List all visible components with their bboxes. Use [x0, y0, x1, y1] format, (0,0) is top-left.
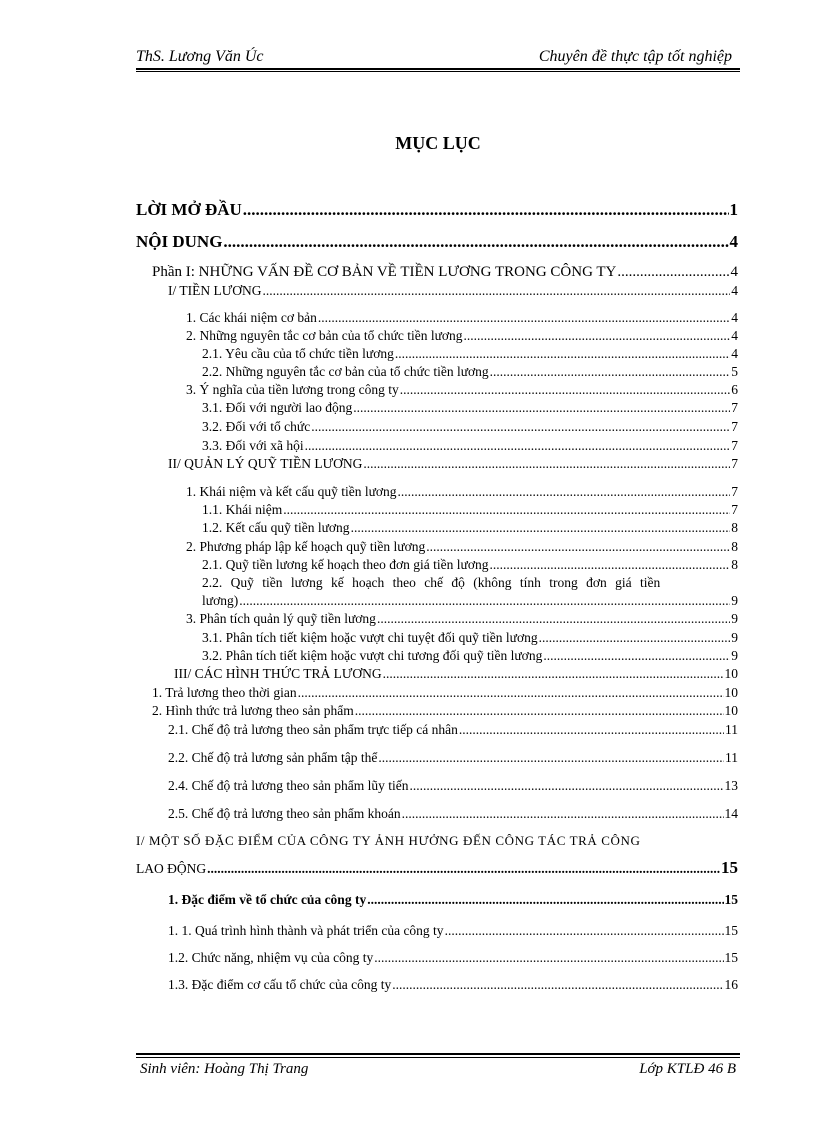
- toc-entry-title: 3.2. Phân tích tiết kiệm hoặc vượt chi tương đối quỹ tiền lương: [202, 648, 543, 663]
- toc-entry-page: 15: [724, 892, 738, 907]
- toc-entry-page: 4: [731, 328, 738, 343]
- toc-entry[interactable]: [202, 648, 738, 664]
- toc-entry-page: 11: [725, 750, 738, 765]
- toc-entry-page: 9: [731, 593, 738, 608]
- toc-entry-page: 14: [724, 806, 738, 821]
- toc-entry[interactable]: [168, 950, 738, 966]
- toc-entry[interactable]: [168, 923, 738, 939]
- toc-entry-title: 1.1. Khái niệm: [202, 502, 283, 517]
- toc-entry[interactable]: [168, 778, 738, 794]
- toc-leader: [377, 611, 730, 627]
- toc-leader: [311, 419, 730, 435]
- header-author: ThS. Lương Văn Úc: [136, 48, 264, 65]
- toc-leader: [464, 328, 731, 344]
- toc-leader: [351, 520, 731, 536]
- toc-entry-title: NỘI DUNG: [136, 232, 223, 251]
- toc-entry-title: 2.1. Yêu cầu của tổ chức tiền lương: [202, 346, 394, 361]
- toc-entry[interactable]: [152, 685, 738, 701]
- toc-entry-title: 2. Phương pháp lập kế hoạch quỹ tiền lương: [186, 539, 426, 554]
- toc-leader: [378, 750, 724, 766]
- toc-entry-title: III/ CÁC HÌNH THỨC TRẢ LƯƠNG: [174, 666, 382, 681]
- toc-entry[interactable]: [186, 310, 738, 326]
- toc-entry-page: 8: [731, 557, 738, 572]
- header-doc-type: Chuyên đề thực tập tốt nghiệp: [538, 48, 732, 65]
- toc-entry-title: 1.2. Kết cấu quỹ tiền lương: [202, 520, 350, 535]
- toc-leader: [262, 283, 730, 299]
- toc-entry-page: 7: [731, 456, 738, 471]
- toc-entry-title: 1. Khái niệm và kết cấu quỹ tiền lương: [186, 484, 397, 499]
- toc-entry-title: 1. Đặc điểm về tổ chức của công ty: [168, 892, 367, 907]
- toc-entry-page: 15: [724, 950, 738, 965]
- toc-entry[interactable]: [152, 703, 738, 719]
- toc-entry[interactable]: [202, 593, 738, 609]
- toc-leader: [392, 977, 723, 993]
- toc-entry[interactable]: [168, 806, 738, 822]
- toc-entry[interactable]: [136, 232, 738, 252]
- toc-entry-title: 3. Phân tích quản lý quỹ tiền lương: [186, 611, 376, 626]
- toc-entry-line1: 2.2. Quỹ tiền lương kế hoạch theo chế độ (không tính trong đơn giá tiền: [202, 575, 661, 590]
- toc-entry-page: 9: [731, 630, 738, 645]
- toc-entry[interactable]: [202, 346, 738, 362]
- toc-leader: [207, 861, 720, 877]
- toc-leader: [367, 892, 723, 908]
- toc-leader: [445, 923, 724, 939]
- toc-entry-title: 2. Hình thức trả lương theo sản phẩm: [152, 703, 354, 718]
- toc-entry[interactable]: [186, 382, 738, 398]
- toc-leader: [400, 382, 730, 398]
- toc-entry-page: 8: [731, 539, 738, 554]
- toc-entry[interactable]: [202, 502, 738, 518]
- toc-entry-page: 4: [731, 283, 738, 298]
- toc-leader: [539, 630, 731, 646]
- toc-entry[interactable]: [152, 264, 738, 281]
- toc-entry-title: LAO ĐỘNG: [136, 861, 207, 876]
- toc-entry-title: 2.1. Quỹ tiền lương kế hoạch theo đơn giá tiền lương: [202, 557, 489, 572]
- toc-entry[interactable]: [202, 630, 738, 646]
- toc-entry[interactable]: [202, 557, 738, 573]
- toc-leader: [298, 685, 724, 701]
- toc-entry[interactable]: [186, 611, 738, 627]
- toc-entry-page: 9: [731, 648, 738, 663]
- toc-entry[interactable]: [136, 858, 738, 878]
- toc-entry[interactable]: [202, 438, 738, 454]
- toc-entry[interactable]: [202, 419, 738, 435]
- toc-entry-page: 13: [724, 778, 738, 793]
- toc-leader: [353, 400, 730, 416]
- toc-entry-page: 10: [724, 685, 738, 700]
- toc-entry-page: 16: [724, 977, 738, 992]
- toc-leader: [283, 502, 730, 518]
- footer-rule: [136, 1057, 740, 1058]
- toc-entry-title: lương): [202, 593, 239, 608]
- toc-entry-title: 2.2. Chế độ trả lương sản phẩm tập thể: [168, 750, 378, 765]
- toc-entry-title: 3.2. Đối với tổ chức: [202, 419, 311, 434]
- toc-leader: [459, 722, 724, 738]
- page-footer: [136, 1053, 740, 1077]
- toc-entry[interactable]: [202, 520, 738, 536]
- toc-entry[interactable]: [168, 750, 738, 766]
- toc-entry-page: 4: [731, 346, 738, 361]
- toc-leader: [490, 364, 731, 380]
- toc-entry-page: 5: [731, 364, 738, 379]
- toc-leader: [318, 310, 730, 326]
- toc-entry-title: I/ TIỀN LƯƠNG: [168, 283, 262, 298]
- toc-entry-line1: I/ MỘT SỐ ĐẶC ĐIỂM CỦA CÔNG TY ẢNH HƯỞNG ĐẾN CÔNG TÁC TRẢ CÔNG: [136, 833, 641, 848]
- toc-entry-page: 7: [731, 438, 738, 453]
- footer-student: Sinh viên: Hoàng Thị Trang: [140, 1061, 309, 1077]
- toc-leader: [398, 484, 731, 500]
- toc-leader: [402, 806, 724, 822]
- toc-entry-title: LỜI MỞ ĐẦU: [136, 200, 242, 219]
- toc-leader: [223, 232, 728, 252]
- toc-entry[interactable]: [136, 200, 738, 220]
- toc-entry[interactable]: [168, 456, 738, 472]
- toc-leader: [426, 539, 730, 555]
- toc-leader: [239, 593, 730, 609]
- toc-entry[interactable]: [168, 977, 738, 993]
- toc-entry-title: 2.4. Chế độ trả lương theo sản phẩm lũy tiến: [168, 778, 409, 793]
- toc-entry-page: 15: [724, 923, 738, 938]
- toc-entry[interactable]: [202, 364, 738, 380]
- toc-entry-page: 6: [731, 382, 738, 397]
- toc-entry-title: Phần I: NHỮNG VẤN ĐỀ CƠ BẢN VỀ TIỀN LƯƠNG TRONG CÔNG TY: [152, 264, 617, 280]
- toc-entry-title: 1. Trả lương theo thời gian: [152, 685, 297, 700]
- toc-entry-page: 4: [730, 264, 738, 280]
- toc-entry-page: 10: [724, 703, 738, 718]
- toc-entry-title: 1. 1. Quá trình hình thành và phát triển của công ty: [168, 923, 444, 938]
- toc-entry-page: 15: [721, 858, 738, 877]
- toc-entry[interactable]: [202, 400, 738, 416]
- toc-entry-page: 7: [731, 419, 738, 434]
- toc-entry-page: 10: [724, 666, 738, 681]
- toc-entry-page: 7: [731, 400, 738, 415]
- toc-leader: [617, 264, 729, 281]
- footer-class: Lớp KTLĐ 46 B: [639, 1061, 736, 1077]
- toc-entry[interactable]: [186, 328, 738, 344]
- toc-leader: [490, 557, 731, 573]
- toc-entry-title: 2. Những nguyên tắc cơ bản của tổ chức tiền lương: [186, 328, 463, 343]
- toc-entry-title: II/ QUẢN LÝ QUỸ TIỀN LƯƠNG: [168, 456, 363, 471]
- toc-entry[interactable]: [186, 539, 738, 555]
- toc-entry-page: 8: [731, 520, 738, 535]
- toc-entry-title: 2.1. Chế độ trả lương theo sản phẩm trực tiếp cá nhân: [168, 722, 458, 737]
- toc-leader: [243, 200, 729, 220]
- toc-entry-title: 3.3. Đối với xã hội: [202, 438, 304, 453]
- toc-leader: [355, 703, 724, 719]
- toc-entry-title: 1.3. Đặc điểm cơ cấu tổ chức của công ty: [168, 977, 392, 992]
- toc-entry-page: 1: [729, 200, 738, 219]
- toc-entry-page: 4: [731, 310, 738, 325]
- toc-entry-title: 2.2. Những nguyên tắc cơ bản của tổ chức tiền lương: [202, 364, 489, 379]
- toc-entry-page: 7: [731, 484, 738, 499]
- toc-entry-title: 3. Ý nghĩa của tiền lương trong công ty: [186, 382, 399, 397]
- toc-entry-title: 3.1. Đối với người lao động: [202, 400, 353, 415]
- toc-entry-title: 1. Các khái niệm cơ bản: [186, 310, 317, 325]
- toc-leader: [374, 950, 723, 966]
- toc-entry[interactable]: [174, 666, 738, 682]
- toc-entry-page: 7: [731, 502, 738, 517]
- toc-entry-page: 11: [725, 722, 738, 737]
- toc-leader: [543, 648, 730, 664]
- toc-entry[interactable]: [186, 484, 738, 500]
- toc-entry[interactable]: [168, 892, 738, 908]
- toc-entry[interactable]: [168, 283, 738, 299]
- toc-entry-title: 1.2. Chức năng, nhiệm vụ của công ty: [168, 950, 374, 965]
- toc-leader: [395, 346, 730, 362]
- toc-entry-page: 4: [729, 232, 738, 251]
- toc-entry[interactable]: [168, 722, 738, 738]
- toc-leader: [410, 778, 724, 794]
- toc-entry-title: 2.5. Chế độ trả lương theo sản phẩm khoán: [168, 806, 401, 821]
- page-title: MỤC LỤC: [395, 133, 481, 153]
- toc-leader: [305, 438, 731, 454]
- toc-leader: [383, 666, 724, 682]
- toc-entry-title: 3.1. Phân tích tiết kiệm hoặc vượt chi tuyệt đối quỹ tiền lương: [202, 630, 538, 645]
- toc-leader: [363, 456, 730, 472]
- toc-entry-page: 9: [731, 611, 738, 626]
